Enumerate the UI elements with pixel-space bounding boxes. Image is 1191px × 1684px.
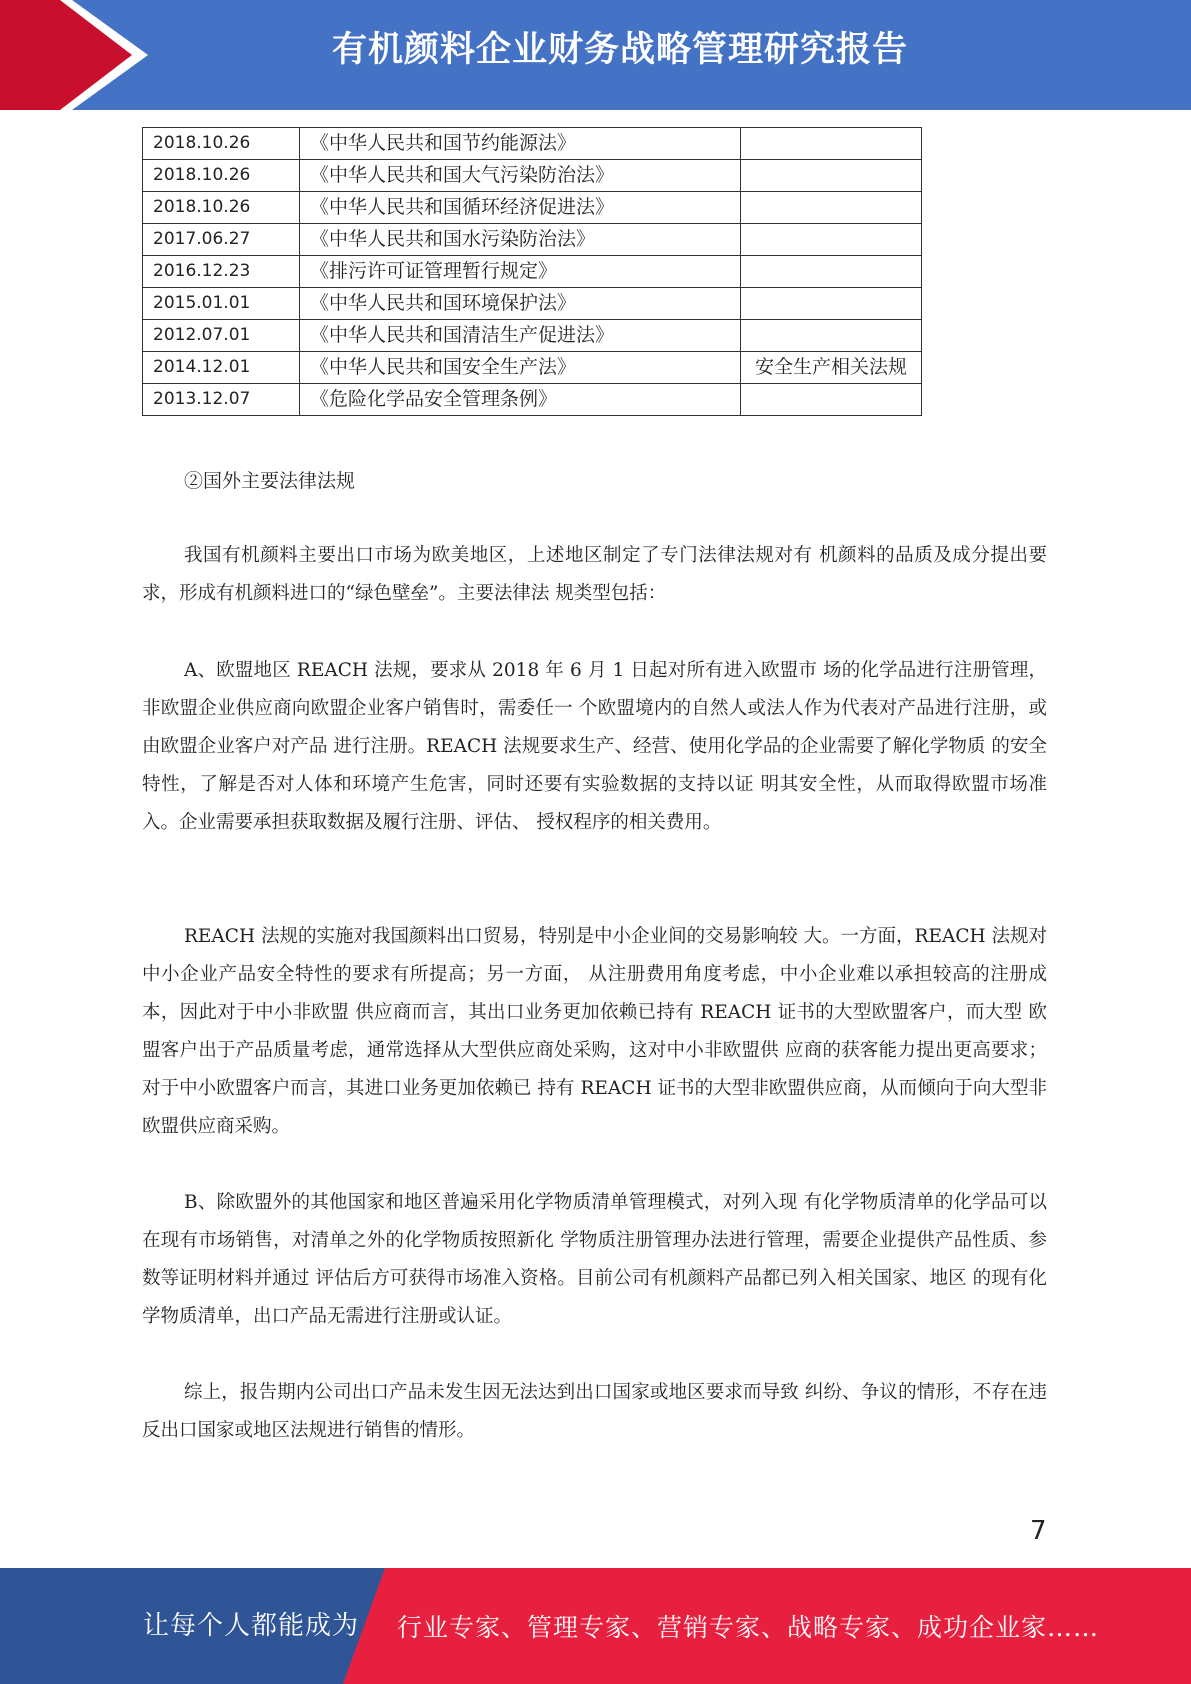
row-note xyxy=(741,288,922,320)
paragraph-intro: 我国有机颜料主要出口市场为欧美地区，上述地区制定了专门法律法规对有 机颜料的品质及成分提出要求，形成有机颜料进口的“绿色壁垒”。主要法律法 规类型包括： xyxy=(142,545,1047,604)
row-note xyxy=(741,192,922,224)
table-row xyxy=(143,320,922,352)
row-law: 《排污许可证管理暂行规定》 xyxy=(300,256,741,288)
row-law: 《中华人民共和国清洁生产促进法》 xyxy=(300,320,741,352)
row-note xyxy=(741,320,922,352)
row-date: 2014.12.01 xyxy=(143,352,300,384)
row-note xyxy=(741,384,922,416)
footer-slogan-right: 行业专家、管理专家、营销专家、战略专家、成功企业家…… xyxy=(397,1613,1100,1642)
table-row xyxy=(143,192,922,224)
row-date: 2016.12.23 xyxy=(143,256,300,288)
page-header xyxy=(0,0,1191,110)
row-law: 《中华人民共和国大气污染防治法》 xyxy=(300,160,741,192)
page-footer xyxy=(0,1568,1191,1684)
row-law: 《中华人民共和国水污染防治法》 xyxy=(300,224,741,256)
row-law: 《危险化学品安全管理条例》 xyxy=(300,384,741,416)
row-note xyxy=(741,160,922,192)
regulations-table xyxy=(142,127,922,416)
paragraph-reach-impact: REACH 法规的实施对我国颜料出口贸易，特别是中小企业间的交易影响较 大。一方面，REACH 法规对中小企业产品安全特性的要求有所提高；另一方面， 从注册费用角度考虑，中小企业难以承担较高的注册成本，因此对于中小非欧盟 供应商而言，其出口业务更加依赖已持有 REACH 证书的大型欧盟客户，而大型 欧盟客户出于产品质量考虑，通常选择从大型供应商处采购，这对中小非欧盟供 应商的获客能力提出更高要求；对于中小欧盟客户而言，其进口业务更加依赖已 持有 REACH 证书的大型非欧盟供应商，从而倾向于向大型非欧盟供应商采购。 xyxy=(142,926,1047,1137)
row-law: 《中华人民共和国安全生产法》 xyxy=(300,352,741,384)
paragraph-reach-eu: A、欧盟地区 REACH 法规，要求从 2018 年 6 月 1 日起对所有进入欧盟市 场的化学品进行注册管理，非欧盟企业供应商向欧盟企业客户销售时，需委任一 个欧盟境内的自然人或法人作为代表对产品进行注册，或由欧盟企业客户对产品 进行注册。REACH 法规要求生产、经营、使用化学品的企业需要了解化学物质 的安全特性，了解是否对人体和环境产生危害，同时还要有实验数据的支持以证 明其安全性，从而取得欧盟市场准入。企业需要承担获取数据及履行注册、评估、 授权程序的相关费用。 xyxy=(142,660,1047,833)
paragraph-conclusion: 综上，报告期内公司出口产品未发生因无法达到出口国家或地区要求而导致 纠纷、争议的情形，不存在违反出口国家或地区法规进行销售的情形。 xyxy=(142,1382,1047,1441)
row-note: 安全生产相关法规 xyxy=(741,352,922,384)
row-date: 2018.10.26 xyxy=(143,160,300,192)
table-row xyxy=(143,160,922,192)
table-row xyxy=(143,384,922,416)
row-note xyxy=(741,224,922,256)
table-row xyxy=(143,128,922,160)
row-law: 《中华人民共和国环境保护法》 xyxy=(300,288,741,320)
row-note xyxy=(741,128,922,160)
row-date: 2018.10.26 xyxy=(143,128,300,160)
paragraph-non-eu: B、除欧盟外的其他国家和地区普遍采用化学物质清单管理模式，对列入现 有化学物质清单的化学品可以在现有市场销售，对清单之外的化学物质按照新化 学物质注册管理办法进行管理，需要企业提供产品性质、参数等证明材料并通过 评估后方可获得市场准入资格。目前公司有机颜料产品都已列入相关国家、地区 的现有化学物质清单，出口产品无需进行注册或认证。 xyxy=(142,1192,1047,1327)
row-law: 《中华人民共和国节约能源法》 xyxy=(300,128,741,160)
table-row xyxy=(143,288,922,320)
table-row xyxy=(143,256,922,288)
row-note xyxy=(741,256,922,288)
row-date: 2012.07.01 xyxy=(143,320,300,352)
row-date: 2018.10.26 xyxy=(143,192,300,224)
chevron-arrow-icon xyxy=(0,0,160,110)
row-date: 2015.01.01 xyxy=(143,288,300,320)
footer-slogan-left: 让每个人都能成为 xyxy=(143,1611,360,1641)
table-row xyxy=(143,224,922,256)
row-law: 《中华人民共和国循环经济促进法》 xyxy=(300,192,741,224)
table-row xyxy=(143,352,922,384)
row-date: 2017.06.27 xyxy=(143,224,300,256)
section-subheading: ②国外主要法律法规 xyxy=(184,470,356,492)
report-title: 有机颜料企业财务战略管理研究报告 xyxy=(331,30,908,70)
page-number: 7 xyxy=(1030,1516,1047,1546)
row-date: 2013.12.07 xyxy=(143,384,300,416)
